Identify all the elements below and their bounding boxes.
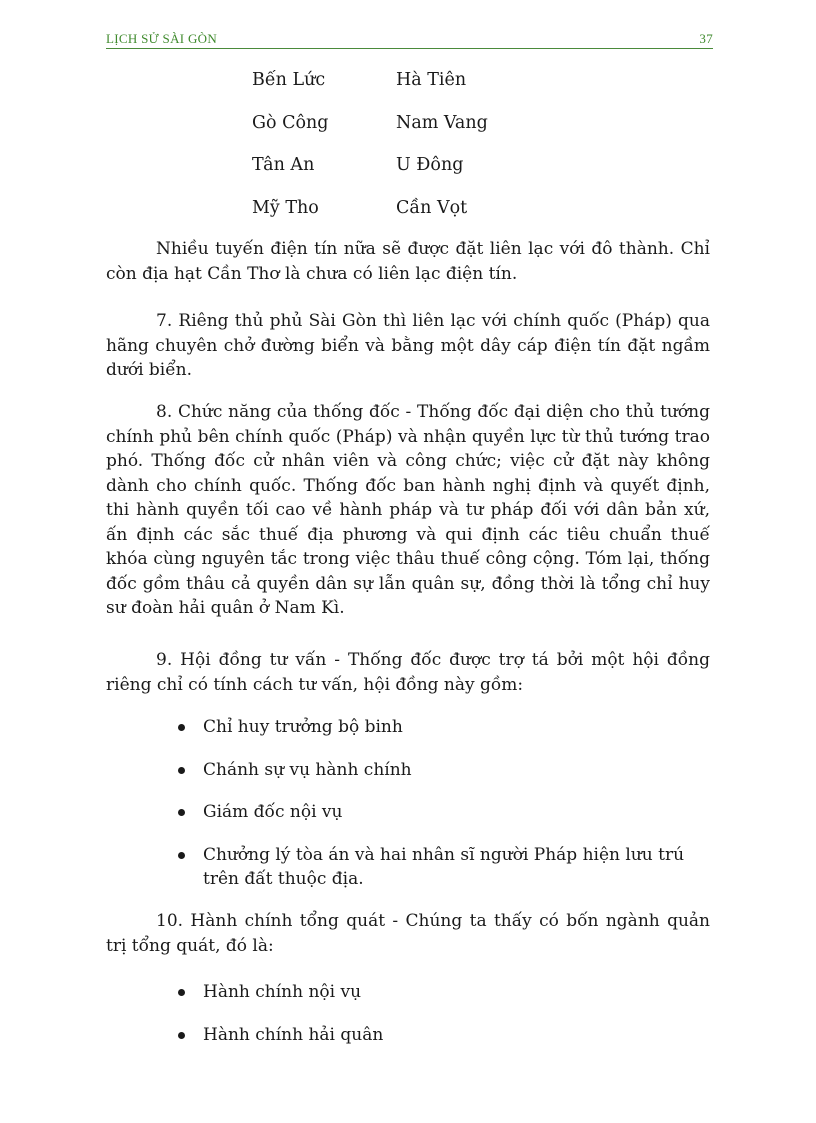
bullet-icon <box>178 724 185 731</box>
list-item-text: Hành chính hải quân <box>203 1024 384 1045</box>
list-item <box>178 1023 718 1048</box>
list-item-text: Chánh sự vụ hành chính <box>203 759 412 780</box>
paragraph-item-9 <box>106 648 710 697</box>
page-number: 37 <box>699 31 713 46</box>
bullet-icon <box>178 989 185 996</box>
place-name: U Đông <box>396 155 464 176</box>
header-title: LỊCH SỬ SÀI GÒN <box>106 31 218 46</box>
bullet-icon <box>178 1032 185 1039</box>
list-item-text: Chưởng lý tòa án và hai nhân sĩ người Pháp hiện lưu trú trên đất thuộc địa. <box>203 844 685 889</box>
list-item <box>178 715 718 740</box>
administration-branch-list <box>178 980 718 1047</box>
list-item <box>178 800 718 825</box>
place-name: Nam Vang <box>396 112 488 133</box>
list-item <box>178 980 718 1005</box>
place-name: Hà Tiên <box>396 70 467 90</box>
running-header <box>106 30 713 49</box>
paragraph-text: 7. Riêng thủ phủ Sài Gòn thì liên lạc với chính quốc (Pháp) qua hãng chuyên chở đường biển và bằng một dây cáp điện tín đặt ngầm dưới biển. <box>106 311 710 380</box>
paragraph-text: 9. Hội đồng tư vấn - Thống đốc được trợ tá bởi một hội đồng riêng chỉ có tính cách tư vấn, hội đồng này gồm: <box>106 650 710 695</box>
bullet-icon <box>178 852 185 859</box>
paragraph-telegraph <box>106 237 710 286</box>
paragraph-text: 8. Chức năng của thống đốc - Thống đốc đại diện cho thủ tướng chính phủ bên chính quốc (Pháp) và nhận quyền lực từ thủ tướng trao phó. Thống đốc cử nhân viên và công chức; việc cử đặt này không dành cho chính quốc. Thống đốc ban hành nghị định và quyết định, thi hành quyền tối cao về hành pháp và tư pháp đối với dân bản xứ, ấn định các sắc thuế địa phương và qui định các tiêu chuẩn thuế khóa cùng nguyên tắc trong việc thâu thuế công cộng. Tóm lại, thống đốc gồm thâu cả quyền dân sự lẫn quân sự, đồng thời là tổng chỉ huy sư đoàn hải quân ở Nam Kì. <box>106 402 710 618</box>
paragraph-item-10 <box>106 909 710 958</box>
bullet-icon <box>178 767 185 774</box>
paragraph-item-7 <box>106 309 710 383</box>
list-item <box>178 758 718 783</box>
place-name: Cần Vọt <box>396 198 468 219</box>
place-name: Gò Công <box>252 112 329 133</box>
list-item-text: Chỉ huy trưởng bộ binh <box>203 717 403 737</box>
place-name: Tân An <box>252 155 315 176</box>
council-member-list <box>178 715 718 892</box>
paragraph-item-8 <box>106 400 710 621</box>
list-item-text: Giám đốc nội vụ <box>203 802 343 822</box>
paragraph-text: Nhiều tuyến điện tín nữa sẽ được đặt liên lạc với đô thành. Chỉ còn địa hạt Cần Thơ là chưa có liên lạc điện tín. <box>106 239 710 284</box>
list-item <box>178 843 718 892</box>
place-name: Mỹ Tho <box>252 198 319 219</box>
bullet-icon <box>178 809 185 816</box>
paragraph-text: 10. Hành chính tổng quát - Chúng ta thấy có bốn ngành quản trị tổng quát, đó là: <box>106 911 710 956</box>
place-name: Bến Lức <box>252 70 326 90</box>
list-item-text: Hành chính nội vụ <box>203 982 362 1002</box>
